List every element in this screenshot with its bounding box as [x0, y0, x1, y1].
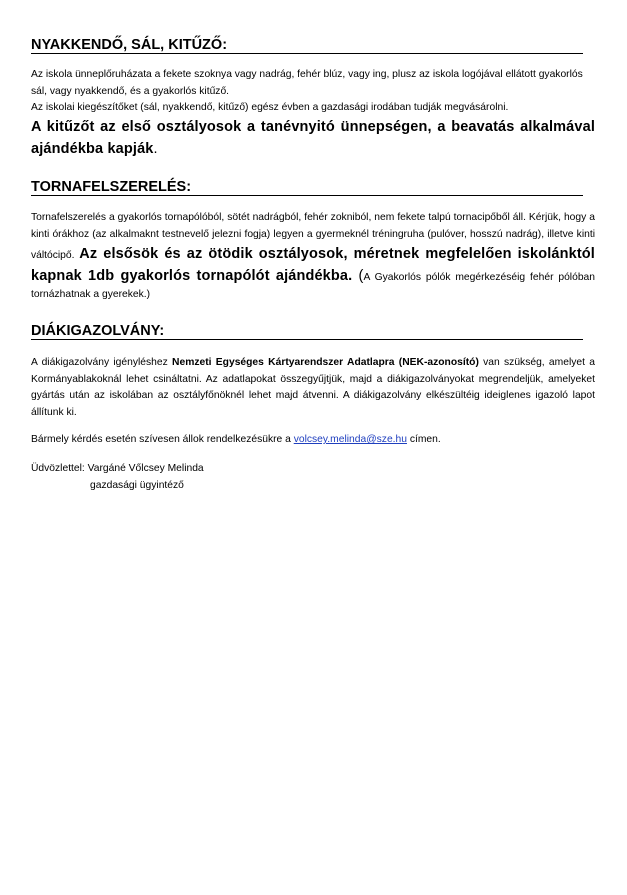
contact-text: címen. [406, 434, 441, 445]
text-line: sál, vagy nyakkendő, és a gyakorlós kitűző. [31, 85, 230, 97]
heading-text: TORNAFELSZERELÉS: [31, 179, 192, 195]
contact-text: Bármely kérdés esetén szívesen állok rendelkezésükre a [31, 434, 294, 445]
paragraph-student-id [31, 355, 595, 421]
body-text: van szükség, amelyet a Kormányablakoknál lehet csináltatni. Az adatlapokat összegyűjtjük, majd a diákigazolványokat megrendeljük, amelyeket gyártás után az iskolában az osztályfőnöknél lehet majd átvenni. A diákigazolvány elkészültéig ideiglenes igazoló lapot állítunk ki. [31, 357, 595, 418]
signature-block [31, 461, 595, 494]
heading-tornafelszereles [31, 179, 583, 196]
body-text-tail: A Gyakorlós pólók megérkezéséig fehér pólóban tornázhatnak a gyerekek.) [31, 272, 596, 300]
text-line: Az iskola ünneplőruházata a fekete szoknya vagy nadrág, fehér blúz, vagy ing, plusz az iskola logójával ellátott gyakorlós [31, 69, 583, 80]
paragraph-badge-gift [31, 116, 595, 160]
heading-text: NYAKKENDŐ, SÁL, KITŰZŐ: [31, 37, 228, 53]
bold-text: Nemzeti Egységes Kártyarendszer Adatlapra (NEK-azonosító) [172, 357, 479, 368]
paren: ( [352, 268, 364, 284]
text-line: Az iskolai kiegészítőket (sál, nyakkendő, kitűző) egész évben a gazdasági irodában tudják megvásárolni. [31, 102, 509, 113]
bold-text: Az elsősök és az ötödik osztályosok, méretnek megfelelően iskolánktól kapnak 1db gyakorlós tornapólót ajándékba. [31, 246, 595, 284]
paragraph-uniform [31, 67, 595, 117]
heading-diakigazolvany [31, 323, 583, 340]
bold-text: A kitűzőt az első osztályosok a tanévnyitó ünnepségen, a beavatás alkalmával ajándékba kapják [31, 119, 595, 157]
email-link[interactable]: volcsey.melinda@sze.hu [293, 434, 407, 445]
paragraph-contact [31, 432, 595, 449]
body-text: A diákigazolvány igényléshez [31, 357, 173, 368]
text-end: . [153, 141, 158, 157]
heading-text: DIÁKIGAZOLVÁNY: [31, 323, 165, 339]
body-text: Tornafelszerelés a gyakorlós tornapólóból, sötét nadrágból, fehér zokniból, nem fekete talpú tornacipőből áll. Kérjük, hogy a kinti órákhoz (az alkalmaknt testnevelő jelezni fogja) legyen a gyermeknél tréningruha (pulóver, hosszú nadrág), illetve kinti váltócipő. [31, 212, 595, 261]
role-text: gazdasági ügyintéző [90, 479, 184, 491]
paragraph-pe-kit [31, 210, 595, 304]
closing-text: Üdvözlettel: Vargáné Vőlcsey Melinda [31, 463, 204, 474]
heading-nyakkendo [31, 37, 583, 54]
